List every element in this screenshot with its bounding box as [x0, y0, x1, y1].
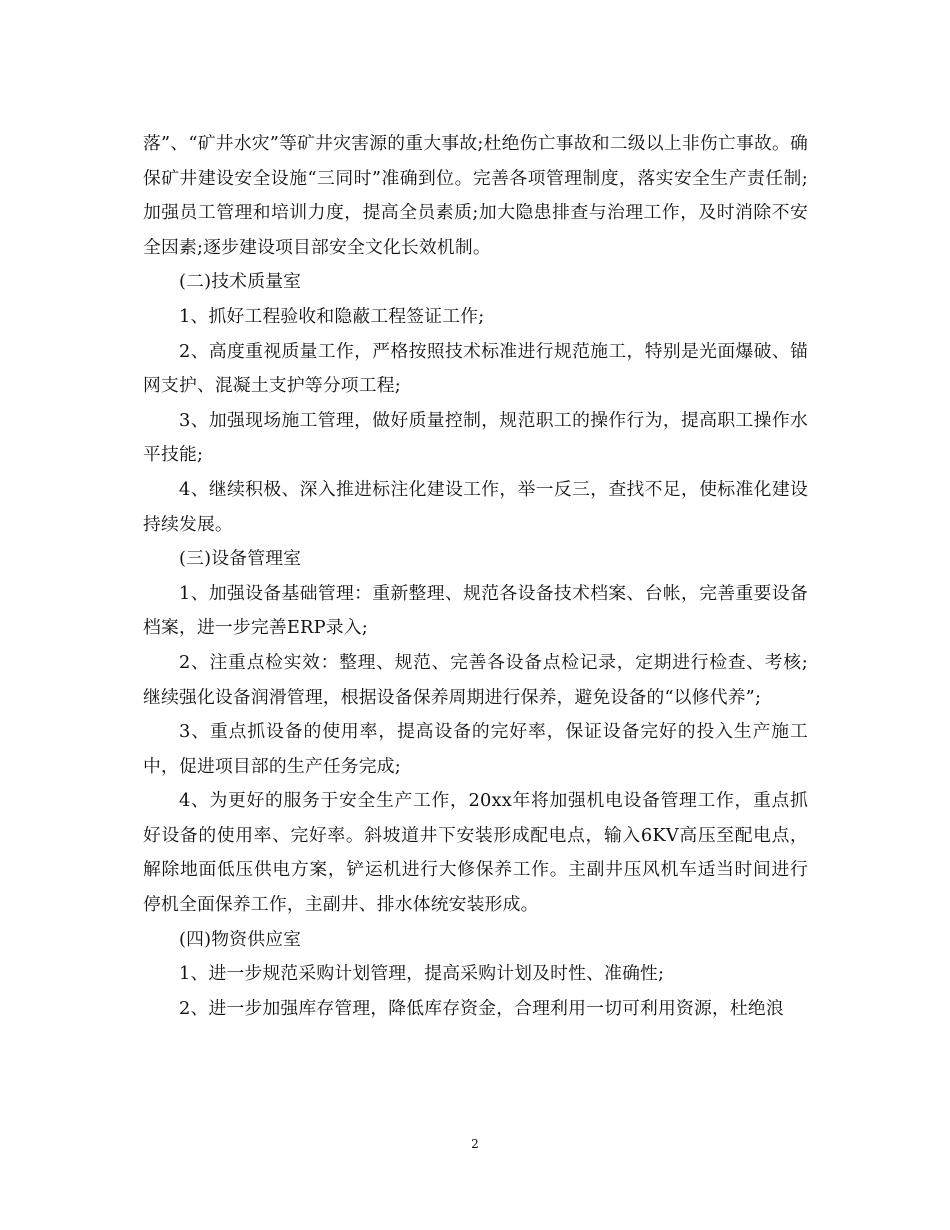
- page-body: [143, 127, 808, 1026]
- list-item: 2、注重点检实效：整理、规范、完善各设备点检记录，定期进行检查、考核;继续强化设备润滑管理，根据设备保养周期进行保养，避免设备的“以修代养”;: [143, 651, 808, 708]
- paragraph-safety-continuation: 落”、“矿井水灾”等矿井灾害源的重大事故;杜绝伤亡事故和二级以上非伤亡事故。确保矿井建设安全设施“三同时”准确到位。完善各项管理制度，落实安全生产责任制;加强员工管理和培训力度，提高全员素质;加大隐患排查与治理工作，及时消除不安全因素;逐步建设项目部安全文化长效机制。: [143, 133, 808, 258]
- list-item: 2、高度重视质量工作，严格按照技术标准进行规范施工，特别是光面爆破、锚网支护、混凝土支护等分项工程;: [143, 340, 808, 397]
- section-heading-equipment-management: (三)设备管理室: [179, 548, 302, 570]
- section-heading-technical-quality: (二)技术质量室: [179, 271, 302, 293]
- page-number: 2: [471, 1137, 479, 1151]
- list-item: 1、加强设备基础管理：重新整理、规范各设备技术档案、台帐，完善重要设备档案，进一步完善ERP录入;: [143, 582, 808, 639]
- list-item: 4、继续积极、深入推进标注化建设工作，举一反三，查找不足，使标准化建设持续发展。: [143, 478, 808, 535]
- list-item: 3、加强现场施工管理，做好质量控制，规范职工的操作行为，提高职工操作水平技能;: [143, 409, 808, 466]
- section-heading-material-supply: (四)物资供应室: [179, 928, 302, 950]
- list-item: 1、进一步规范采购计划管理，提高采购计划及时性、准确性;: [179, 963, 665, 985]
- list-item: 1、抓好工程验收和隐蔽工程签证工作;: [179, 305, 485, 327]
- list-item: 2、进一步加强库存管理，降低库存资金，合理利用一切可利用资源，杜绝浪: [179, 997, 784, 1019]
- list-item: 3、重点抓设备的使用率，提高设备的完好率，保证设备完好的投入生产施工中，促进项目部的生产任务完成;: [143, 721, 808, 777]
- list-item: 4、为更好的服务于安全生产工作，20xx年将加强机电设备管理工作，重点抓好设备的使用率、完好率。斜坡道井下安装形成配电点，输入6KV高压至配电点，解除地面低压供电方案，铲运机进行大修保养工作。主副井压风机车适当时间进行停机全面保养工作，主副井、排水体统安装形成。: [143, 790, 808, 916]
